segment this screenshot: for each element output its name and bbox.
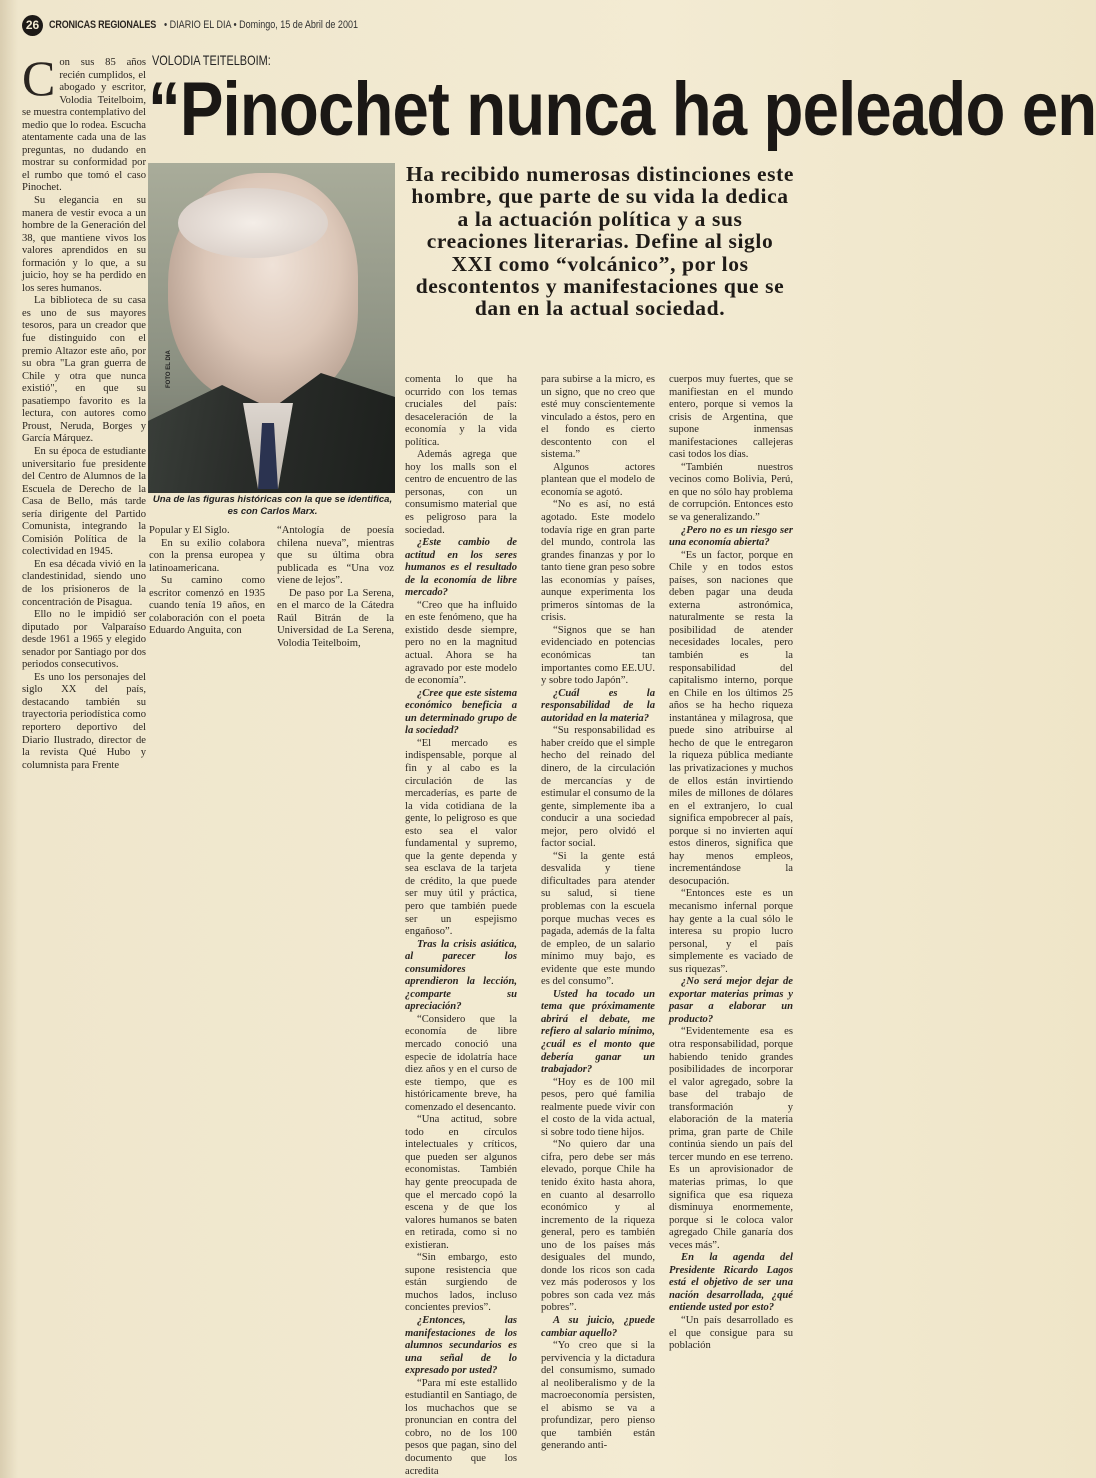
paragraph: para subirse a la micro, es un signo, que no creo que esté muy conscientemente vinculado a éstos, pero en el fondo es cierto descontento con el sistema.” xyxy=(541,374,655,461)
paragraph: Su elegancia en su manera de vestir evoca a un hombre de la Generación del 38, que mantiene vivos los valores aprendidos en su formación y lo que, a su juicio, hoy se ha perdido en los seres humanos. xyxy=(22,195,146,294)
paragraph: cuerpos muy fuertes, que se manifiestan en el mundo entero, porque si vemos la crisis de Argentina, que supone inmensas manifestaciones callejeras casi todos los días. xyxy=(669,374,793,461)
column-b xyxy=(541,374,655,1453)
paragraph: “Si la gente está desvalida y tiene dificultades para atender su salud, si tiene problemas con la escuela porque muchas veces es pagada, además de la falta de empleo, de un salario mínimo muy bajo, es evidente que este mundo es del consumo”. xyxy=(541,850,655,988)
photo-caption: Una de las figuras históricas con la que se identifica, es con Carlos Marx. xyxy=(152,494,393,517)
interview-question: En la agenda del Presidente Ricardo Lagos está el objetivo de ser una nación desarrollada, ¿qué entiende usted por esto? xyxy=(669,1252,793,1314)
paragraph: Ello no le impidió ser diputado por Valparaíso desde 1961 a 1965 y elegido senador por Santiago por dos periodos consecutivos. xyxy=(22,609,146,671)
paragraph-list xyxy=(22,50,146,772)
paragraph: De paso por La Serena, en el marco de la Cátedra Raúl Bitrán de la Universidad de La Serena, Volodia Teitelboim, xyxy=(277,587,394,649)
paragraph: “Sin embargo, esto supone resistencia que están surgiendo de muchos lados, incluso concientes previos”. xyxy=(405,1252,517,1314)
paragraph: Además agrega que hoy los malls son el centro de encuentro de las personas, con un consumismo material que es peligroso para la sociedad. xyxy=(405,449,517,536)
article-deck: Ha recibido numerosas distinciones este hombre, que parte de su vida la dedica a la actuación política y a sus creaciones literarias. Define al siglo XXI como “volcánico”, por los descontentos y manifestaciones que se dan en la actual sociedad. xyxy=(405,162,795,321)
paragraph: “No es así, no está agotado. Este modelo todavía rige en gran parte del mundo, controla las grandes finanzas y por lo tanto tiene gran peso sobre las economías y países, aunque experimenta los primeros síntomas de la crisis. xyxy=(541,499,655,624)
page-number-badge: 26 xyxy=(22,15,43,36)
paragraph: “Signos que se han evidenciado en potencias económicas tan importantes como EE.UU. y sobre todo Japón”. xyxy=(541,624,655,687)
interview-question: ¿Pero no es un riesgo ser una economía abierta? xyxy=(669,524,793,549)
interview-question: Usted ha tocado un tema que próximamente abrirá el debate, me refiero al salario mínimo, ¿cuál es el monto que debería ganar un trabajador? xyxy=(541,988,655,1076)
interview-question: ¿Entonces, las manifestaciones de los alumnos secundarios es una señal de lo expresado por usted? xyxy=(405,1315,517,1377)
page-header xyxy=(22,14,400,36)
interview-question: A su juicio, ¿puede cambiar aquello? xyxy=(541,1315,655,1339)
interview-question: ¿Cuál es la responsabilidad de la autoridad en la materia? xyxy=(541,687,655,724)
paragraph: “Hoy es de 100 mil pesos, pero qué familia realmente puede vivir con el costo de la vida actual, si sobre todo tiene hijos. xyxy=(541,1076,655,1138)
paragraph: La biblioteca de su casa es uno de sus mayores tesoros, para un creador que fue distinguido con el premio Altazor este año, por su obra "La gran guerra de Chile y otra que nunca existió", en que su pasatiempo favorito es la lectura, con autores como Proust, Neruda, Borges y García Márquez. xyxy=(22,295,146,445)
paragraph-list xyxy=(149,525,265,638)
paragraph: En su época de estudiante universitario fue presidente del Centro de Alumnos de la Escuela de Derecho de la Casa de Bello, más tarde sería dirigente del Partido Comunista, integrando la Comisión Política de la colectividad en 1945. xyxy=(22,445,146,558)
paragraph: “Creo que ha influido en este fenómeno, que ha existido desde siempre, pero no en la magnitud actual. Ahora se ha agravado por este modelo de economía”. xyxy=(405,599,517,687)
article-kicker: VOLODIA TEITELBOIM: xyxy=(152,52,271,68)
paragraph: on sus 85 años recién cumplidos, el abogado y escritor, Volodia Teitelboim, se muestra contemplativo del medio que lo rodea. Escucha atentamente cada una de las preguntas, no dudando en mostrar su conformidad por el rumbo que tomó el caso Pinochet. xyxy=(22,57,146,194)
interview-question: Tras la crisis asiática, al parecer los consumidores aprendieron la lección, ¿comparte su apreciación? xyxy=(405,938,517,1013)
interview-question: ¿Cree que este sistema económico beneficia a un determinado grupo de la sociedad? xyxy=(405,687,517,737)
paragraph: “El mercado es indispensable, porque al fin y al cabo es la circulación de las mercaderías, es parte de la vida cotidiana de la gente, lo peligroso es que esto sea el valor fundamental y supremo, que la gente dependa y sea esclava de la tarjeta de crédito, la que puede ser muy útil y práctica, pero que también puede ser un espejismo engañoso”. xyxy=(405,737,517,938)
drop-cap: C xyxy=(22,50,56,106)
paragraph: “Una actitud, sobre todo en círculos intelectuales y críticos, que pueden ser algunos economistas. También hay gente preocupada de que el mercado copó la escena y de que los valores humanos se baten en retirada, como si no existieran. xyxy=(405,1114,517,1251)
paragraph: “Entonces este es un mecanismo infernal porque hay gente a la cual sólo le interesa su propio lucro personal, y el país simplemente es vaciado de sus riquezas”. xyxy=(669,888,793,975)
paragraph: “Considero que la economía de libre mercado conoció una especie de idolatría hace diez años y en el curso de este tiempo, que es históricamente breve, ha comenzado el desencanto. xyxy=(405,1013,517,1113)
column-mid-1 xyxy=(149,525,265,638)
paragraph: “Yo creo que si la pervivencia y la dictadura del consumismo, sumado al neoliberalismo y de la macroeconomía persisten, el abismo se va a profundizar, pero pienso que también están generando anti- xyxy=(541,1340,655,1452)
paragraph: comenta lo que ha ocurrido con los temas cruciales del país: desaceleración de la economía y la vida política. xyxy=(405,374,517,448)
paragraph: “Evidentemente esa es otra responsabilidad, porque habiendo tenido grandes posibilidades de incorporar el valor agregado, sobre la base del trabajo de transformación y elaboración de la materia prima, gran parte de Chile continúa siendo un país del tercer mundo en ese terreno. Es un aprovisionador de materias primas, lo que significa que esa riqueza disminuya enormemente, porque si le coloca valor agregado Chile ganaría dos veces más”. xyxy=(669,1026,793,1251)
paragraph: “Es un factor, porque en Chile y en todos estos países, son naciones que deben pagar una deuda externa astronómica, naturalmente se resta la posibilidad de atender necesidades locales, pero también es la responsabilidad del capitalismo interno, porque en Chile en los últimos 25 años se ha hecho riqueza instantánea y milagrosa, que puede sino atribuirse al hecho de que le entregaron la riqueza pública mediante las privatizaciones y muchos de ellos están invirtiendo miles de millones de dólares en el extranjero, lo cual significa empobrecer al país, porque si no invierten aquí estos dineros, significa que hay menos empleos, incrementándose la desocupación. xyxy=(669,549,793,887)
interview-question: ¿No será mejor dejar de exportar materias primas y pasar a elaborar un producto? xyxy=(669,976,793,1025)
column-c xyxy=(669,374,793,1353)
paragraph: “No quiero dar una cifra, pero debe ser más elevado, porque Chile ha tenido éxito hasta ahora, en cuanto al desarrollo económico y al incremento de la riqueza general, pero es también uno de los países más desiguales del mundo, donde los ricos son cada vez más poderosos y los pobres son cada vez más pobres”. xyxy=(541,1139,655,1314)
section-name: CRONICAS REGIONALES xyxy=(49,19,157,31)
paragraph: Su camino como escritor comenzó en 1935 cuando tenía 19 años, en colaboración con el poeta Eduardo Anguita, con xyxy=(149,575,265,637)
paragraph: “También nuestros vecinos como Bolivia, Perú, en que no sólo hay problema de corrupción. Entonces esto se va generalizando.” xyxy=(669,461,793,524)
paragraph: “Para mí este estallido estudiantil en Santiago, de los muchachos que se pronuncian en contra del cobro, no de los 100 pesos que pagan, sino del documento que los acredita xyxy=(405,1377,517,1477)
paragraph: “Antología de poesía chilena nueva”, mientras que su última obra publicada es “Una voz viene de lejos”. xyxy=(277,525,394,587)
paragraph: En esa década vivió en la clandestinidad, siendo uno de los prisioneros de la concentración de Pisagua. xyxy=(22,558,146,608)
paragraph-list xyxy=(405,374,517,1478)
paragraph-list xyxy=(541,374,655,1453)
interview-question: ¿Este cambio de actitud en los seres humanos es el resultado de la economía de libre mercado? xyxy=(405,537,517,599)
paragraph: “Un país desarrollado es el que consigue para su población xyxy=(669,1315,793,1352)
paragraph: “Su responsabilidad es haber creído que el simple hecho del reinado del dinero, de la circulación de mercancías y de estimular el consumo de la gente, simplemente iba a conducir a una sociedad mejor, pero olvidó el factor social. xyxy=(541,725,655,850)
column-a xyxy=(405,374,517,1478)
paragraph-list xyxy=(669,374,793,1353)
photo-credit: FOTO EL DIA xyxy=(166,350,172,388)
paragraph: Es uno los personajes del siglo XX del país, destacando también su trayectoria periodística como reportero deportivo del Diario Ilustrado, director de la revista Qué Hubo y columnista para Frente xyxy=(22,671,146,771)
column-left xyxy=(22,50,146,772)
article-headline: “Pinochet nunca ha peleado en xyxy=(148,67,1096,152)
newspaper-date-line: • DIARIO EL DIA • Domingo, 15 de Abril de 2001 xyxy=(163,19,358,31)
portrait-photo xyxy=(148,163,395,489)
paragraph: Popular y El Siglo. xyxy=(149,525,230,536)
column-mid-2 xyxy=(277,525,394,650)
paragraph: En su exilio colabora con la prensa europea y latinoamericana. xyxy=(149,537,265,574)
paragraph: Algunos actores plantean que el modelo de economía se agotó. xyxy=(541,461,655,498)
paragraph-list xyxy=(277,525,394,650)
